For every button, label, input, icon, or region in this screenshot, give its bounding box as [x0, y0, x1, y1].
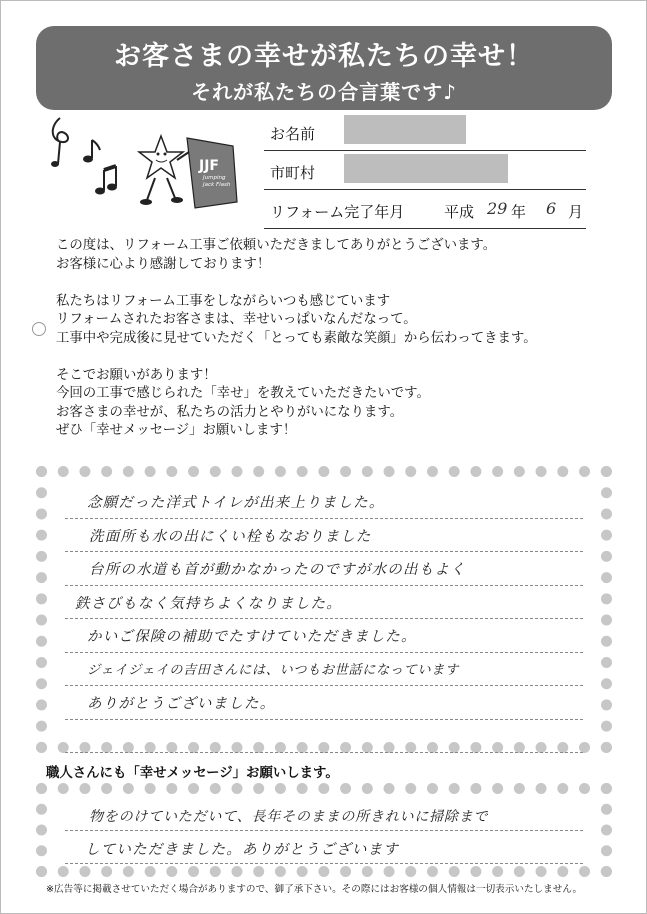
month-value: 6	[546, 199, 557, 218]
customer-info	[264, 112, 586, 229]
city-label: 市町村	[270, 164, 316, 182]
logo-brand: JJF	[199, 158, 219, 174]
music-notes-icon	[46, 112, 126, 202]
header-banner	[36, 26, 612, 110]
city-row	[264, 151, 586, 190]
message-line	[65, 720, 583, 754]
intro-text	[56, 237, 616, 459]
month-unit: 月	[568, 203, 584, 221]
intro-line: お客様に心より感謝しております！	[56, 256, 271, 272]
happiness-message-box	[36, 466, 612, 753]
message-line: ジェイジェイの吉田さんには、いつもお世話になっています	[65, 653, 583, 687]
logo-tagline: Jumping Jack Flash	[203, 175, 231, 188]
message-line: 洗面所も水の出にくい栓もなおりました	[65, 519, 583, 553]
completion-date-label: リフォーム完了年月	[270, 203, 405, 221]
banner-title: お客さまの幸せが私たちの幸せ！	[114, 41, 534, 72]
star-mascot-icon	[137, 130, 247, 210]
name-label: お名前	[270, 125, 316, 143]
intro-line: 工事中や完成後に見せていただく「とっても素敵な笑顔」から伝わってきます。	[56, 330, 537, 346]
year-unit: 年	[511, 203, 527, 221]
era-label: 平成	[444, 203, 475, 221]
jjf-logo	[137, 130, 247, 210]
craftsman-heading: 職人さんにも「幸せメッセージ」お願いします。	[46, 766, 339, 781]
binder-hole	[32, 322, 46, 336]
message-line: ありがとうございました。	[65, 686, 583, 720]
craftsman-message-box	[36, 783, 612, 877]
message-line: 鉄さびもなく気持ちよくなりました。	[65, 586, 583, 620]
intro-line: リフォームされたお客さまは、幸せいっぱいなんだなって。	[56, 312, 417, 327]
intro-line: そこでお願いがあります！	[56, 367, 217, 383]
year-value: 29	[487, 199, 508, 218]
craftsman-message-line: 物をのけていただいて、長年そのままの所きれいに掃除まで	[65, 798, 583, 831]
intro-line: お客さまの幸せが、私たちの活力とやりがいになります。	[56, 404, 404, 420]
intro-line: この度は、リフォーム工事ご依頼いただきましてありがとうございます。	[56, 238, 497, 253]
name-row	[264, 112, 586, 151]
intro-line: 今回の工事で感じられた「幸せ」を教えていただきたいです。	[56, 386, 430, 401]
date-row	[264, 190, 586, 229]
intro-line: ぜひ「幸せメッセージ」お願いします！	[56, 423, 297, 438]
message-line: 念願だった洋式トイレが出来上りました。	[65, 485, 583, 519]
craftsman-message-line: していただきました。ありがとうございます	[65, 831, 583, 864]
banner-subtitle: それが私たちの合言葉です♪	[191, 80, 457, 104]
city-redacted	[344, 154, 508, 183]
message-line: かいご保険の補助でたすけていただきました。	[65, 619, 583, 653]
footer-note: ※広告等に掲載させていただく場合がありますので、御了承下さい。その際にはお客様の個人情報は一切表示いたしません。	[46, 884, 583, 895]
message-line: 台所の水道も首が動かなかったのですが水の出もよく	[65, 552, 583, 586]
intro-line: 私たちはリフォーム工事をしながらいつも感じています	[56, 293, 391, 309]
name-redacted	[344, 115, 466, 144]
